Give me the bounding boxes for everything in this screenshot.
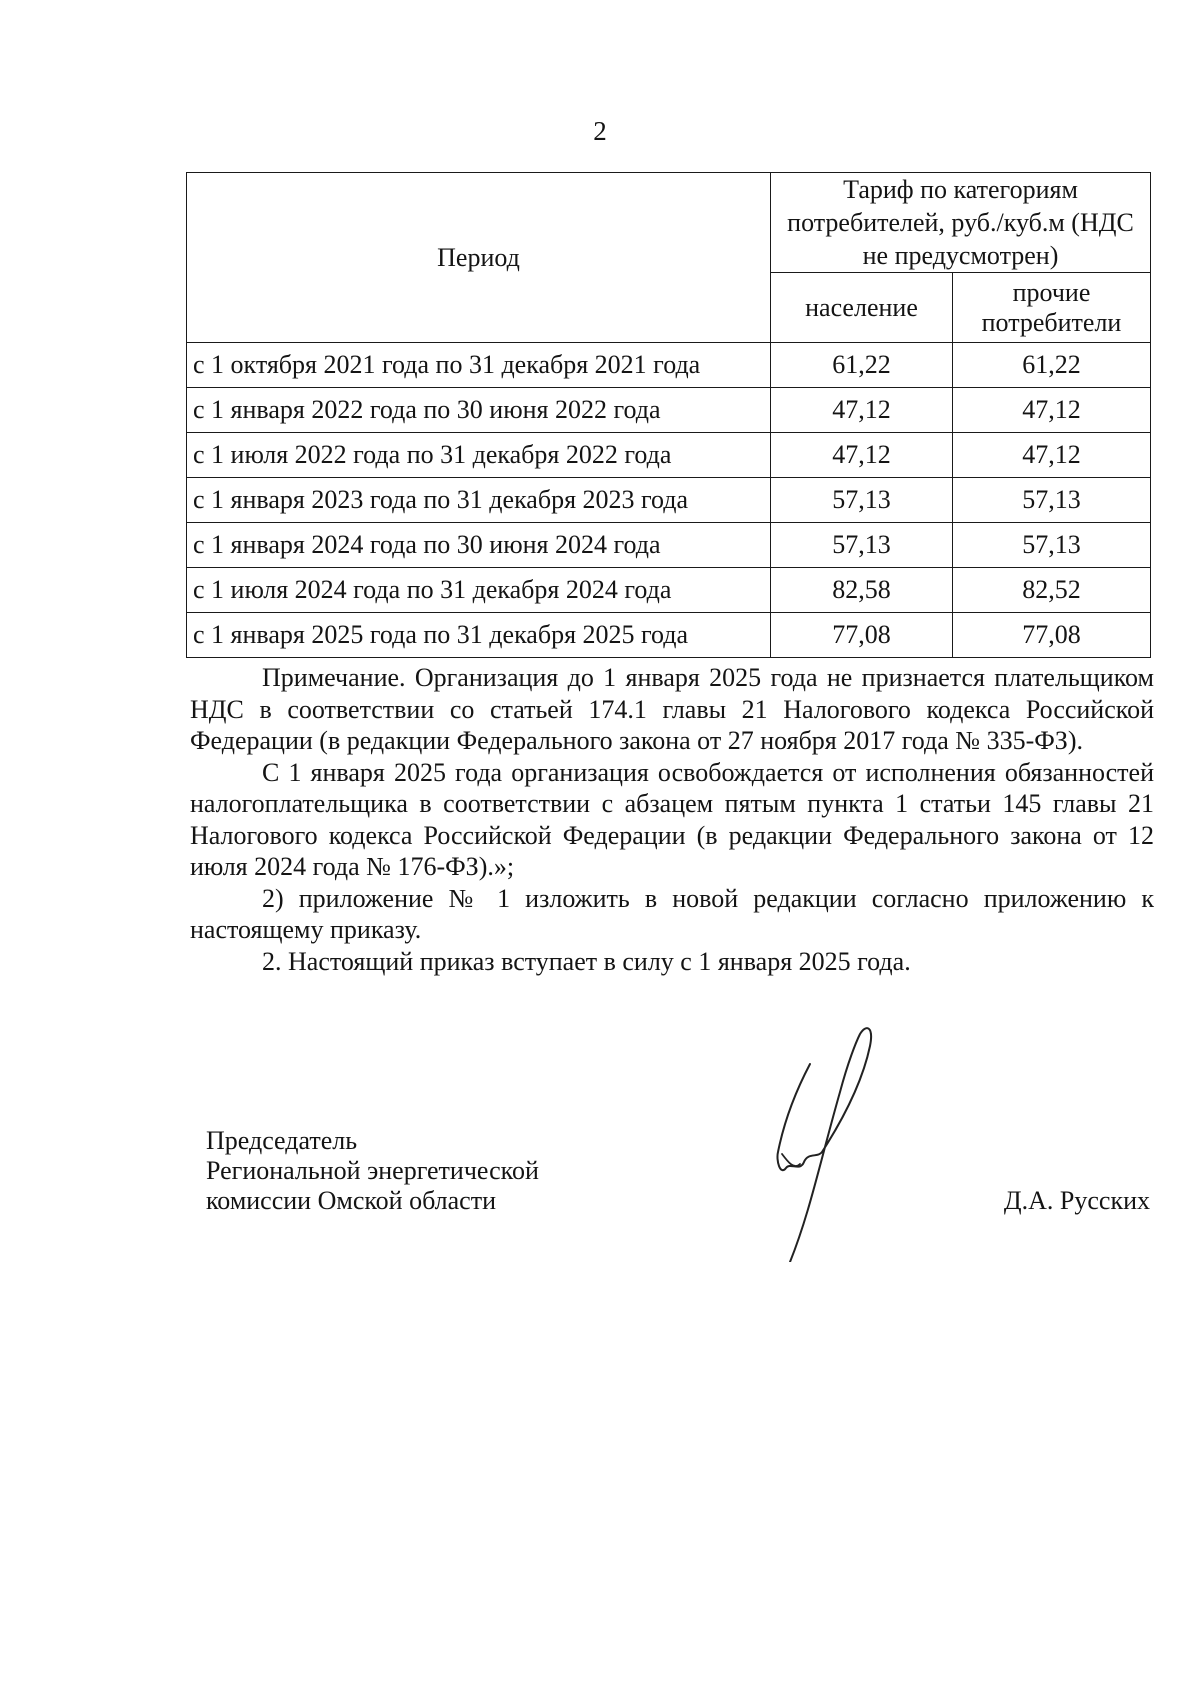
cell-other: 47,12: [953, 433, 1151, 478]
cell-other: 47,12: [953, 388, 1151, 433]
cell-period: с 1 января 2025 года по 31 декабря 2025 года: [187, 613, 771, 658]
header-other: прочие потребители: [953, 273, 1151, 343]
cell-population: 57,13: [771, 523, 953, 568]
table-row: [187, 388, 1151, 433]
cell-other: 57,13: [953, 478, 1151, 523]
cell-period: с 1 июля 2024 года по 31 декабря 2024 года: [187, 568, 771, 613]
table-row: [187, 433, 1151, 478]
table-row: [187, 613, 1151, 658]
table-header-row: [187, 173, 1151, 273]
table-row: [187, 568, 1151, 613]
cell-period: с 1 июля 2022 года по 31 декабря 2022 года: [187, 433, 771, 478]
signatory-title-line: Председатель: [206, 1126, 358, 1155]
tariff-table: [186, 172, 1151, 658]
cell-other: 61,22: [953, 343, 1151, 388]
paragraph-vat-exemption: С 1 января 2025 года организация освобождается от исполнения обязанностей налогоплательщика в соответствии с абзацем пятым пункта 1 статьи 145 главы 21 Налогового кодекса Российской Федерации (в редакции Федерального закона от 12 июля 2024 года № 176-ФЗ).»;: [190, 757, 1154, 881]
signatory-title-line: комиссии Омской области: [206, 1186, 496, 1215]
table-row: [187, 478, 1151, 523]
cell-population: 61,22: [771, 343, 953, 388]
table-row: [187, 343, 1151, 388]
cell-other: 77,08: [953, 613, 1151, 658]
page-number: 2: [593, 116, 607, 146]
header-tariff: Тариф по категориям потребителей, руб./куб.м (НДС не предусмотрен): [771, 173, 1151, 273]
header-period: Период: [187, 173, 771, 343]
cell-population: 57,13: [771, 478, 953, 523]
cell-population: 47,12: [771, 433, 953, 478]
cell-period: с 1 января 2024 года по 30 июня 2024 года: [187, 523, 771, 568]
cell-period: с 1 октября 2021 года по 31 декабря 2021 года: [187, 343, 771, 388]
cell-other: 82,52: [953, 568, 1151, 613]
paragraph-appendix: 2) приложение № 1 изложить в новой редакции согласно приложению к настоящему приказу.: [190, 883, 1154, 944]
cell-period: с 1 января 2023 года по 31 декабря 2023 года: [187, 478, 771, 523]
cell-other: 57,13: [953, 523, 1151, 568]
signer-name: Д.А. Русских: [1003, 1186, 1150, 1215]
handwritten-signature: [770, 1012, 880, 1262]
body-text: [190, 662, 1154, 977]
header-population: население: [771, 273, 953, 343]
paragraph-effective-date: 2. Настоящий приказ вступает в силу с 1 января 2025 года.: [262, 946, 911, 976]
note-paragraph: Примечание. Организация до 1 января 2025 года не признается плательщиком НДС в соответствии со статьей 174.1 главы 21 Налогового кодекса Российской Федерации (в редакции Федерального закона от 27 ноября 2017 года № 335-ФЗ).: [190, 663, 1154, 755]
table-row: [187, 523, 1151, 568]
cell-population: 77,08: [771, 613, 953, 658]
cell-population: 47,12: [771, 388, 953, 433]
cell-period: с 1 января 2022 года по 30 июня 2022 года: [187, 388, 771, 433]
signatory-title-line: Региональной энергетической: [206, 1156, 539, 1185]
cell-population: 82,58: [771, 568, 953, 613]
